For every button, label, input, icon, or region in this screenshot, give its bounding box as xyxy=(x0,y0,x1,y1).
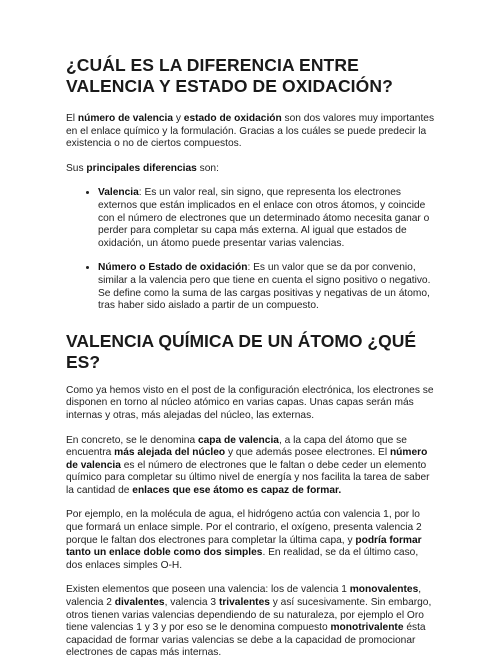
bold-term: monotrivalente xyxy=(330,622,404,634)
text-run: son dos valores muy importantes en el enlace químico y la formulación. Gracias a los cuáles se puede predecir la existencia o no de ciertos compuestos. xyxy=(66,113,435,150)
paragraph-4 xyxy=(66,584,436,660)
bold-term: podría formar tanto un enlace doble como dos simples xyxy=(66,534,422,559)
text-run: , a la capa del átomo que se encuentra xyxy=(66,434,407,459)
text-run: ésta capacidad de formar varias valencias se debe a la capacidad de promocionar electrones de capas más internas. xyxy=(66,622,426,659)
text-run: Por ejemplo, en la molécula de agua, el hidrógeno actúa con valencia 1, por lo que formará un enlace simple. Por el contrario, el oxígeno, presenta valencia 2 porque le faltan dos electrones para completar la última capa, y xyxy=(66,509,422,546)
intro-paragraph xyxy=(66,113,436,151)
paragraph-2 xyxy=(66,435,436,498)
bold-term: más alejada del núcleo xyxy=(114,447,226,459)
paragraph-3 xyxy=(66,509,436,572)
text-run: son: xyxy=(196,162,219,174)
bold-term: estado de oxidación xyxy=(183,113,282,124)
text-run: , valencia 2 xyxy=(66,584,422,609)
text-run: . En realidad, se da el último caso, dos enlaces simples O-H. xyxy=(66,547,419,571)
paragraph-1: Como ya hemos visto en el post de la configuración electrónica, los electrones se disponen en torno al núcleo atómico en varias capas. Unas capas serán más internas y otras, más alejadas del núcleo, las externas. xyxy=(66,384,434,421)
bold-term: monovalentes xyxy=(349,584,419,596)
bold-term: principales diferencias xyxy=(86,162,197,174)
differences-intro xyxy=(66,163,436,176)
section-title: VALENCIA QUÍMICA DE UN ÁTOMO ¿QUÉ ES? xyxy=(66,330,416,372)
differences-list xyxy=(66,187,436,312)
list-item-valencia xyxy=(98,187,436,250)
bold-term: Número o Estado de oxidación xyxy=(98,262,248,274)
text-run: Sus xyxy=(66,162,87,174)
text-run: Existen elementos que poseen una valencia: los de valencia 1 xyxy=(66,584,350,596)
text-run: : Es un valor real, sin signo, que representa los electrones externos que están implicados en el enlace con otros átomos, y coincide con el número de electrones que un determinado átomo necesita ganar o perder para completar su capa más externa. Al igual que estados de oxidación, un átomo puede presentar varias valencias. xyxy=(98,187,430,249)
list-item-oxidacion xyxy=(98,262,436,312)
bold-term: capa de valencia xyxy=(197,434,279,446)
text-run: y xyxy=(173,113,184,124)
text-run: El xyxy=(66,113,78,124)
text-run: , valencia 3 xyxy=(164,597,219,609)
bold-term: número de valencia xyxy=(77,113,174,124)
bold-term: número de valencia xyxy=(66,447,428,471)
bold-term: Valencia xyxy=(98,187,139,199)
text-run: En concreto, se le denomina xyxy=(66,434,198,446)
text-run: es el número de electrones que le faltan o debe ceder un elemento químico para completar su último nivel de energía y nos facilita la tarea de saber la cantidad de xyxy=(66,459,430,496)
bold-term: divalentes xyxy=(114,597,165,609)
bold-term: enlaces que ese átomo es capaz de formar. xyxy=(132,484,342,496)
text-run: y que además posee electrones. El xyxy=(225,447,390,459)
page-title: ¿CUÁL ES LA DIFERENCIA ENTRE VALENCIA Y ESTADO DE OXIDACIÓN? xyxy=(66,55,393,96)
bold-term: trivalentes xyxy=(218,597,270,609)
text-run: : Es un valor que se da por convenio, similar a la valencia pero que tiene en cuenta el signo positivo o negativo. Se define como la suma de las cargas positivas y negativas de un átomo, tras haber sido aislado a partir de un compuesto. xyxy=(98,262,431,312)
text-run: y así sucesivamente. Sin embargo, otros tienen varias valencias dependiendo de su naturaleza, por ejemplo el Oro tiene valencias 1 y 3 y por eso se le denomina compuesto xyxy=(66,597,432,634)
